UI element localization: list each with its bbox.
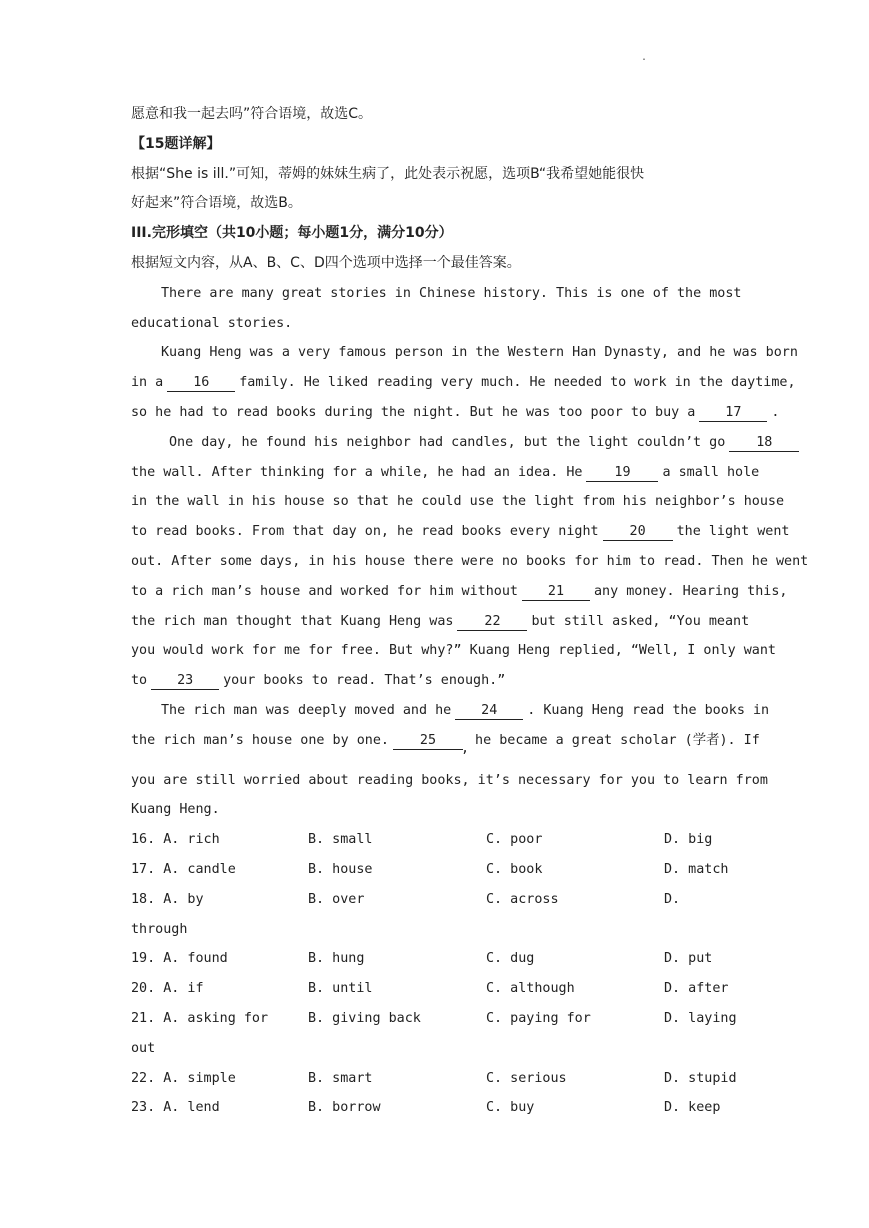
blank-25: 25 xyxy=(393,733,463,750)
passage-text: but still asked, “You meant xyxy=(531,613,750,629)
option-b: B. house xyxy=(308,861,373,877)
option-wrap: out xyxy=(131,1040,156,1056)
passage-line xyxy=(131,607,750,637)
option-c: C. dug xyxy=(486,951,535,967)
option-row xyxy=(131,885,739,915)
option-a: 23. A. lend xyxy=(131,1100,220,1116)
blank-24: 24 xyxy=(455,703,523,720)
option-d: D. match xyxy=(664,861,729,877)
blank-19: 19 xyxy=(586,465,658,482)
option-c: C. book xyxy=(486,861,543,877)
blank-16: 16 xyxy=(167,375,235,392)
option-d: D. big xyxy=(664,832,713,848)
option-c: C. although xyxy=(486,981,575,997)
option-d: D. after xyxy=(664,981,729,997)
passage-line: you would work for me for free. But why?” Kuang Heng replied, “Well, I only want xyxy=(131,643,776,659)
passage-line xyxy=(131,726,760,756)
option-d: D. stupid xyxy=(664,1070,737,1086)
option-row xyxy=(131,1064,739,1094)
option-b: B. over xyxy=(308,891,365,907)
option-d: D. laying xyxy=(664,1010,737,1026)
passage-text: family. He liked reading very much. He needed to work in the daytime, xyxy=(239,375,796,391)
passage-text: to xyxy=(131,673,148,689)
option-d: D. keep xyxy=(664,1100,721,1116)
page-content xyxy=(131,100,809,1123)
passage-text: . xyxy=(771,404,780,420)
option-c: C. buy xyxy=(486,1100,535,1116)
option-row xyxy=(131,974,739,1004)
option-a: 17. A. candle xyxy=(131,861,236,877)
header-mark: . xyxy=(641,52,648,63)
option-row xyxy=(131,944,739,974)
passage-text: . Kuang Heng read the books in xyxy=(527,702,770,718)
option-b: B. borrow xyxy=(308,1100,381,1116)
passage-text: so he had to read books during the night. But he was too poor to buy a xyxy=(131,404,696,420)
passage-text: in a xyxy=(131,375,164,391)
passage-text: any money. Hearing this, xyxy=(593,583,788,599)
option-b: B. until xyxy=(308,981,373,997)
passage-text: One day, he found his neighbor had candles, but the light couldn’t go xyxy=(169,434,726,450)
passage-text: the rich man thought that Kuang Heng was xyxy=(131,613,454,629)
option-a: 20. A. if xyxy=(131,981,204,997)
section-title: III.完形填空（共10小题；每小题1分，满分10分） xyxy=(131,225,453,242)
blank-21: 21 xyxy=(522,584,590,601)
passage-line xyxy=(131,696,770,726)
passage-text: to read books. From that day on, he read books every night xyxy=(131,524,599,540)
q15-title: 【15题详解】 xyxy=(131,135,221,152)
passage-line xyxy=(131,398,780,428)
passage-line xyxy=(131,428,773,458)
option-c: C. paying for xyxy=(486,1010,591,1026)
passage-text: The rich man was deeply moved and he xyxy=(161,702,452,718)
option-b: B. giving back xyxy=(308,1010,421,1026)
options-list xyxy=(131,825,739,1123)
option-b: B. hung xyxy=(308,951,365,967)
option-row xyxy=(131,855,739,885)
passage-text: your books to read. That’s enough.” xyxy=(223,673,506,689)
passage-text: the wall. After thinking for a while, he had an idea. He xyxy=(131,464,583,480)
blank-22: 22 xyxy=(457,614,527,631)
passage-line: you are still worried about reading books, it’s necessary for you to learn from xyxy=(131,772,768,788)
passage-line: in the wall in his house so that he could use the light from his neighbor’s house xyxy=(131,494,785,510)
blank-23: 23 xyxy=(151,673,219,690)
passage-text: he became a great scholar (学者). If xyxy=(475,732,760,748)
passage-comma: , xyxy=(460,740,470,756)
blank-20: 20 xyxy=(603,524,673,541)
option-a: 19. A. found xyxy=(131,951,228,967)
option-row xyxy=(131,1004,739,1034)
section-instruction: 根据短文内容，从A、B、C、D四个选项中选择一个最佳答案。 xyxy=(131,254,521,271)
option-c: C. poor xyxy=(486,832,543,848)
passage-line xyxy=(131,458,760,488)
passage-line: out. After some days, in his house there were no books for him to read. Then he went xyxy=(131,553,809,569)
blank-18: 18 xyxy=(729,435,799,452)
passage-line: Kuang Heng. xyxy=(131,802,220,818)
option-a: 22. A. simple xyxy=(131,1070,236,1086)
passage-line xyxy=(131,666,739,696)
option-b: B. smart xyxy=(308,1070,373,1086)
passage-line xyxy=(131,577,788,607)
blank-17: 17 xyxy=(699,405,767,422)
passage-text: a small hole xyxy=(662,464,760,480)
option-c: C. across xyxy=(486,891,559,907)
option-b: B. small xyxy=(308,832,373,848)
passage-line xyxy=(131,517,790,547)
passage-line: educational stories. xyxy=(131,315,293,331)
option-d: D. xyxy=(664,891,681,907)
q15-explanation-1: 根据“She is ill.”可知，蒂姆的妹妹生病了，此处表示祝愿，选项B“我希望她能很快 xyxy=(131,165,645,182)
option-d: D. put xyxy=(664,951,713,967)
option-c: C. serious xyxy=(486,1070,567,1086)
option-a: 16. A. rich xyxy=(131,832,220,848)
option-wrap: through xyxy=(131,921,188,937)
option-row xyxy=(131,825,739,855)
option-a: 21. A. asking for xyxy=(131,1010,269,1026)
option-a: 18. A. by xyxy=(131,891,204,907)
passage-line: Kuang Heng was a very famous person in the Western Han Dynasty, and he was born xyxy=(161,345,798,361)
passage-text: the rich man’s house one by one. xyxy=(131,732,389,748)
passage-line xyxy=(131,368,796,398)
passage-text: the light went xyxy=(676,524,790,540)
option-row xyxy=(131,1093,739,1123)
q15-explanation-2: 好起来”符合语境，故选B。 xyxy=(131,195,302,212)
passage-line: There are many great stories in Chinese history. This is one of the most xyxy=(161,285,742,301)
passage-text: to a rich man’s house and worked for him without xyxy=(131,583,518,599)
prev-answer-line: 愿意和我一起去吗”符合语境，故选C。 xyxy=(131,106,373,122)
